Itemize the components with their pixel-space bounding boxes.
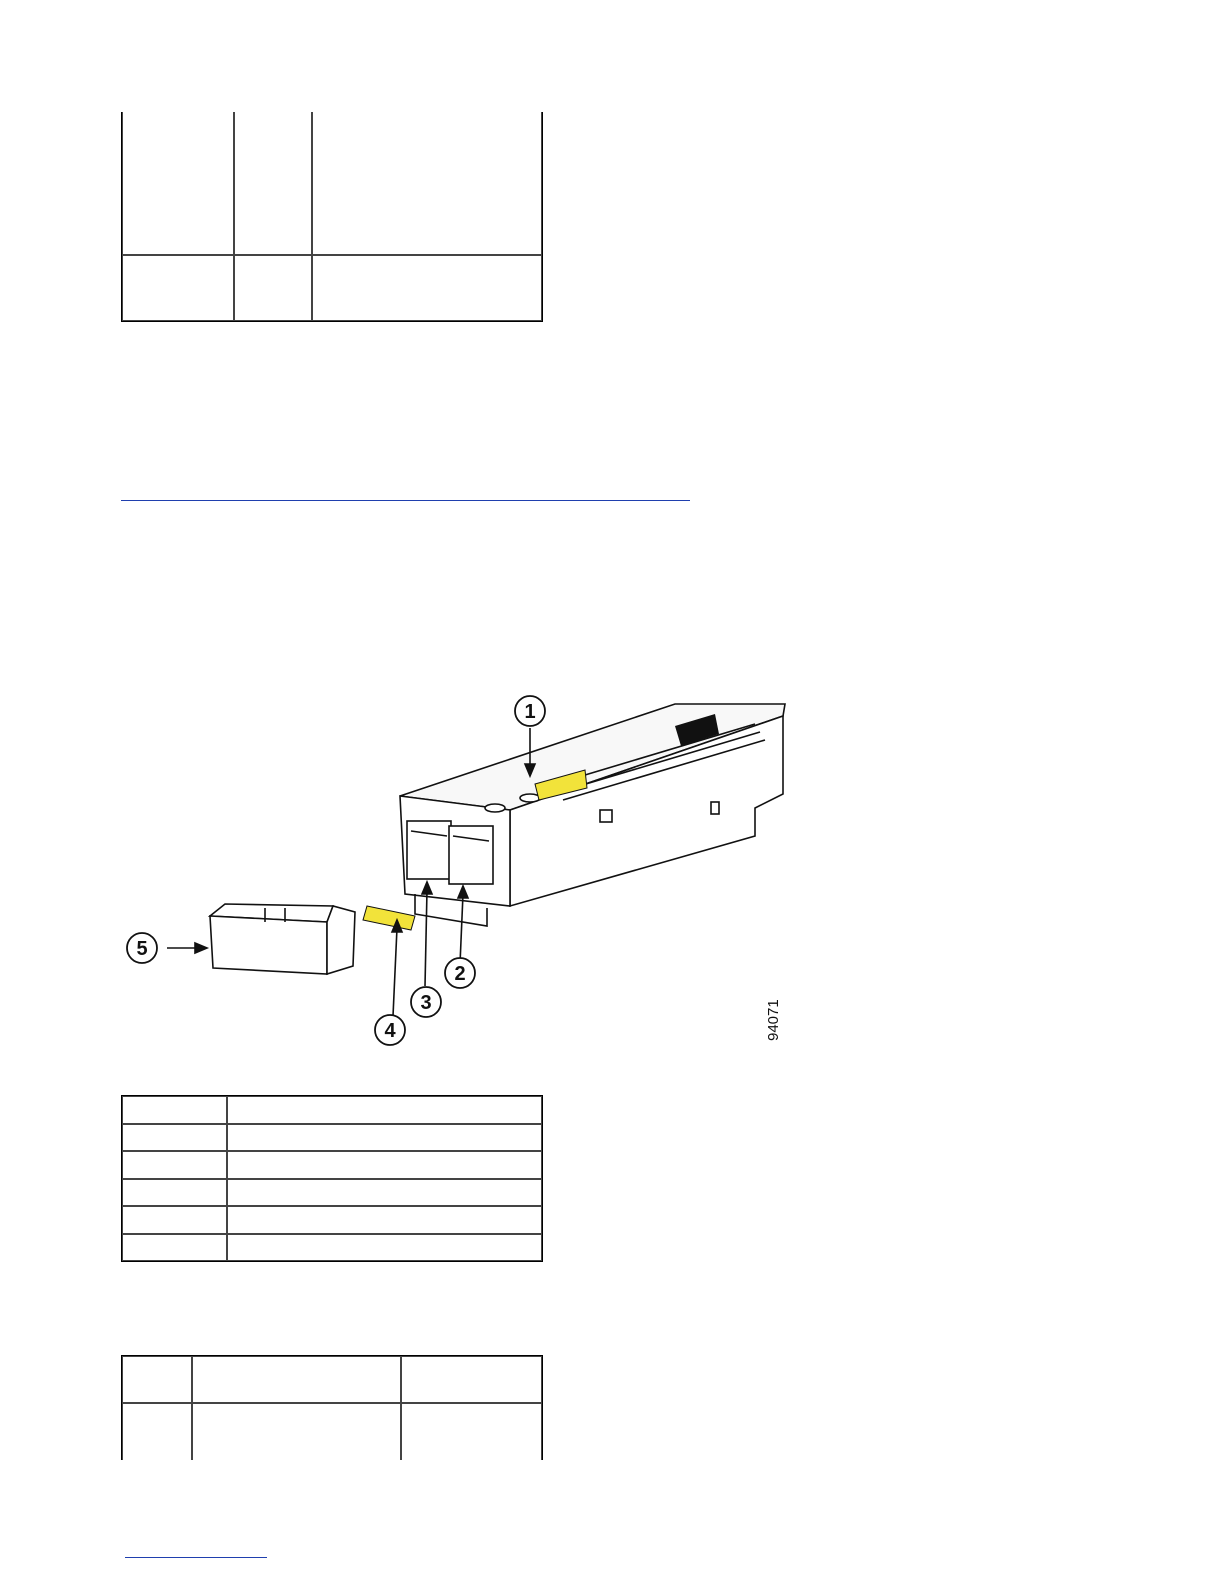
callout-3: 3 [420, 992, 432, 1014]
table-cell [227, 1179, 542, 1207]
table-cell [227, 1124, 542, 1152]
table-cell [312, 255, 542, 321]
table-cell [122, 1206, 227, 1234]
sfp-module-figure [115, 676, 795, 1070]
table-cell [227, 1151, 542, 1179]
top-table [121, 112, 543, 322]
table-cell [122, 1356, 192, 1403]
table-cell [122, 1179, 227, 1207]
sfp-module-illustration [115, 676, 795, 1070]
table-cell [312, 112, 542, 255]
table-cell [227, 1206, 542, 1234]
table-cell [401, 1356, 542, 1403]
table-cell [122, 1096, 227, 1124]
bottom-table [121, 1355, 543, 1460]
table-cell [122, 255, 234, 321]
callout-1: 1 [524, 701, 536, 723]
callout-5: 5 [136, 938, 148, 960]
table-cell [227, 1096, 542, 1124]
table-cell [401, 1403, 542, 1460]
table-cell [122, 1124, 227, 1152]
bottom-link-underline[interactable] [125, 1557, 267, 1558]
table-cell [122, 1234, 227, 1262]
table-cell [122, 112, 234, 255]
table-cell [192, 1356, 401, 1403]
link-rule[interactable] [121, 500, 690, 501]
table-cell [192, 1403, 401, 1460]
table-cell [122, 1403, 192, 1460]
callout-table [121, 1095, 543, 1262]
figure-number: 94071 [765, 999, 782, 1041]
callout-2: 2 [454, 963, 466, 985]
table-cell [234, 255, 312, 321]
table-cell [234, 112, 312, 255]
table-cell [122, 1151, 227, 1179]
callout-4: 4 [384, 1020, 396, 1042]
table-cell [227, 1234, 542, 1262]
